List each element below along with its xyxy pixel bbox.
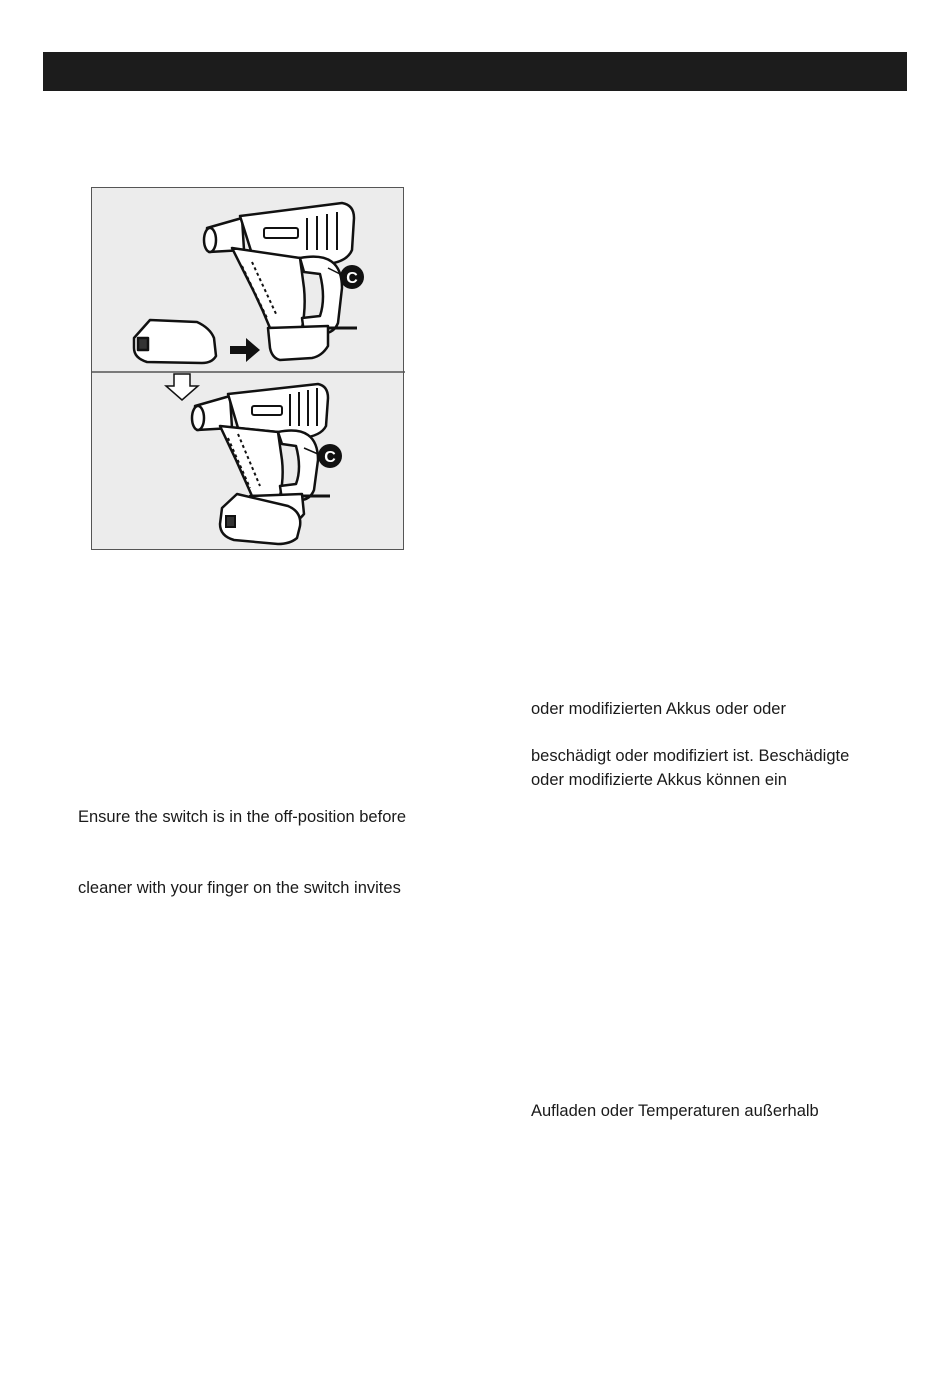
vacuum-tool-top xyxy=(204,203,354,360)
battery-pack-top xyxy=(134,320,216,363)
right-text-line-3: oder modifizierte Akkus können ein xyxy=(531,771,787,789)
battery-insertion-figure xyxy=(91,187,404,550)
section-header-bar xyxy=(43,52,907,91)
left-text-line-2: cleaner with your finger on the switch invites xyxy=(78,879,401,897)
insert-arrow-icon xyxy=(230,338,260,362)
down-arrow-icon xyxy=(166,374,198,400)
right-text-line-2: beschädigt oder modifiziert ist. Beschädigte xyxy=(531,747,850,765)
right-text-line-4: Aufladen oder Temperaturen außerhalb xyxy=(531,1102,819,1120)
svg-text:C: C xyxy=(346,270,358,287)
battery-insertion-illustration xyxy=(92,188,405,551)
svg-text:C: C xyxy=(324,449,336,466)
left-text-line-1: Ensure the switch is in the off-position before xyxy=(78,808,407,826)
right-text-line-1: oder modifizierten Akkus oder oder xyxy=(531,700,786,718)
